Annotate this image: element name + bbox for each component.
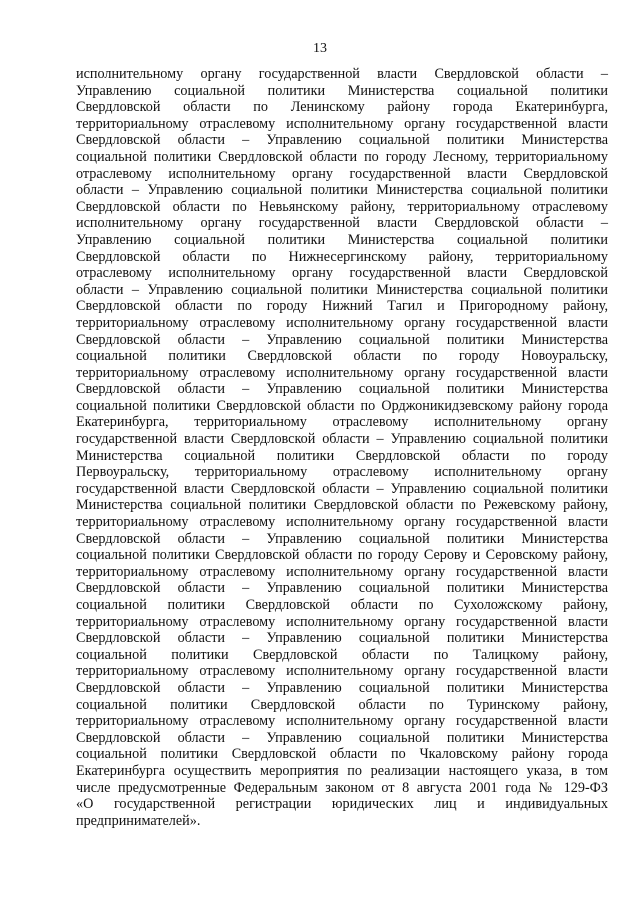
text-line: территориальному отраслевому исполнительному органу государственной власти [76, 514, 608, 531]
text-line: социальной политики Свердловской области по городу Новоуральску, [76, 348, 608, 365]
text-line: Свердловской области – Управлению социальной политики Министерства [76, 580, 608, 597]
text-line: государственной власти Свердловской области – Управлению социальной политики [76, 480, 608, 497]
text-line: территориальному отраслевому исполнительному органу государственной власти [76, 314, 608, 331]
text-line: числе предусмотренные Федеральным законом от 8 августа 2001 года № 129-ФЗ [76, 779, 608, 796]
text-line: социальной политики Свердловской области по городу Серову и Серовскому району, [76, 547, 608, 564]
text-line: территориальному отраслевому исполнительному органу государственной власти [76, 613, 608, 630]
body-text [76, 66, 608, 829]
text-line: Свердловской области – Управлению социальной политики Министерства [76, 132, 608, 149]
text-line: Свердловской области – Управлению социальной политики Министерства [76, 381, 608, 398]
text-line: территориальному отраслевому исполнительному органу государственной власти [76, 563, 608, 580]
text-line: Свердловской области по Нижнесергинскому району, территориальному [76, 248, 608, 265]
text-line: социальной политики Свердловской области по Чкаловскому району города [76, 746, 608, 763]
text-line: Свердловской области – Управлению социальной политики Министерства [76, 729, 608, 746]
text-line: Министерства социальной политики Свердловской области по городу [76, 447, 608, 464]
text-line: Свердловской области – Управлению социальной политики Министерства [76, 679, 608, 696]
text-line: Свердловской области по Ленинскому району города Екатеринбурга, [76, 99, 608, 116]
text-line: территориальному отраслевому исполнительному органу государственной власти [76, 115, 608, 132]
text-line: Свердловской области – Управлению социальной политики Министерства [76, 331, 608, 348]
page-number: 13 [313, 41, 327, 56]
text-line: Первоуральску, территориальному отраслевому исполнительному органу [76, 464, 608, 481]
text-line: социальной политики Свердловской области по Туринскому району, [76, 696, 608, 713]
text-line: Свердловской области – Управлению социальной политики Министерства [76, 530, 608, 547]
text-line: социальной политики Свердловской области по Талицкому району, [76, 646, 608, 663]
text-line: области – Управлению социальной политики Министерства социальной политики [76, 281, 608, 298]
text-line: Управлению социальной политики Министерства социальной политики [76, 82, 608, 99]
text-line: исполнительному органу государственной власти Свердловской области – [76, 66, 608, 82]
text-line: Министерства социальной политики Свердловской области по Режевскому району, [76, 497, 608, 514]
text-line: Екатеринбурга, территориальному отраслевому исполнительному органу [76, 414, 608, 431]
text-line: отраслевому исполнительному органу государственной власти Свердловской [76, 165, 608, 182]
text-line: Свердловской области по городу Нижний Тагил и Пригородному району, [76, 298, 608, 315]
text-line: территориальному отраслевому исполнительному органу государственной власти [76, 713, 608, 730]
text-line: Свердловской области по Невьянскому району, территориальному отраслевому [76, 198, 608, 215]
text-line: «О государственной регистрации юридических лиц и индивидуальных [76, 796, 608, 813]
text-line: Управлению социальной политики Министерства социальной политики [76, 231, 608, 248]
text-line: области – Управлению социальной политики Министерства социальной политики [76, 182, 608, 199]
text-line: предпринимателей». [76, 812, 201, 829]
text-line: территориальному отраслевому исполнительному органу государственной власти [76, 364, 608, 381]
text-line: социальной политики Свердловской области по городу Лесному, территориальному [76, 148, 608, 165]
text-line: исполнительному органу государственной власти Свердловской области – [76, 215, 608, 232]
text-line: социальной политики Свердловской области по Сухоложскому району, [76, 597, 608, 613]
text-line: территориальному отраслевому исполнительному органу государственной власти [76, 663, 608, 680]
text-line: Свердловской области – Управлению социальной политики Министерства [76, 630, 608, 647]
text-line: социальной политики Свердловской области по Орджоникидзевскому району города [76, 397, 608, 414]
text-line: государственной власти Свердловской области – Управлению социальной политики [76, 431, 608, 448]
text-line: Екатеринбурга осуществить мероприятия по реализации настоящего указа, в том [76, 762, 608, 779]
text-line: отраслевому исполнительному органу государственной власти Свердловской [76, 265, 608, 282]
